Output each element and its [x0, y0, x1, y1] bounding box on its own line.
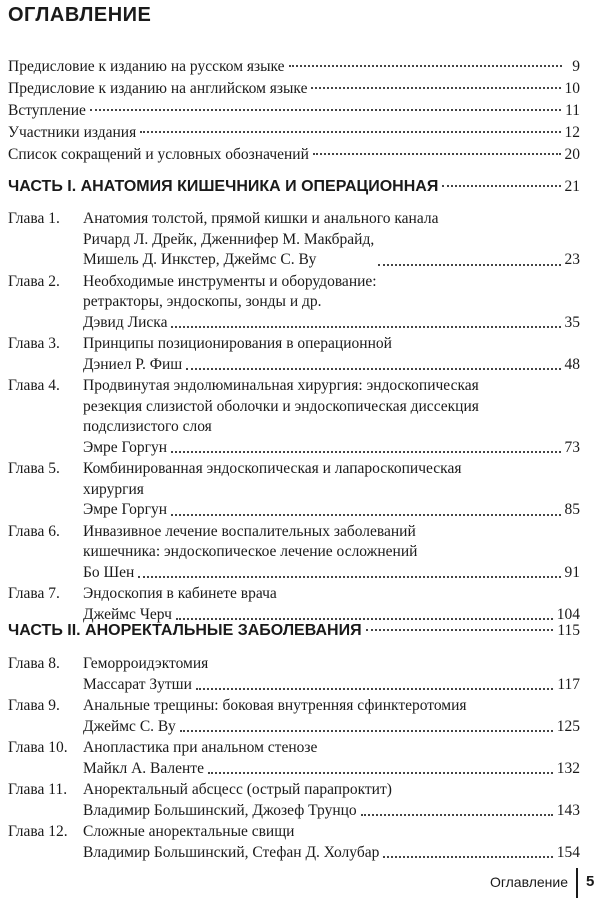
chapter-page: 132 — [556, 759, 580, 777]
chapter-title-line: Эндоскопия в кабинете врача — [83, 585, 277, 602]
chapter-title-line: Продвинутая эндолюминальная хирургия: эндоскопическая — [83, 377, 479, 394]
chapter-authors — [83, 801, 580, 822]
chapter-page: 73 — [564, 438, 580, 456]
dot-leader — [171, 451, 560, 453]
author-name-line: Дэвид Лиска — [83, 313, 168, 331]
chapter-body — [83, 780, 580, 821]
dot-leader — [311, 87, 560, 89]
dot-leader — [383, 856, 552, 858]
dot-leader — [313, 153, 561, 155]
chapter-title-line: Анатомия толстой, прямой кишки и анального канала — [83, 210, 439, 227]
dot-leader — [138, 576, 560, 578]
toc-entry[interactable] — [8, 124, 580, 146]
front-matter-list — [8, 58, 580, 168]
chapter-entry[interactable] — [8, 334, 580, 375]
chapter-entry[interactable] — [8, 780, 580, 821]
chapter-authors — [83, 759, 580, 780]
chapter-label: Глава 2. — [8, 272, 60, 290]
dot-leader — [366, 629, 554, 631]
chapter-label: Глава 5. — [8, 460, 60, 477]
footer-label: Оглавление — [489, 874, 568, 890]
chapter-label: Глава 7. — [8, 585, 60, 602]
author-name-line: Мишель Д. Инкстер, Джеймс С. Ву — [83, 251, 317, 268]
chapter-entry[interactable] — [8, 696, 580, 737]
chapter-label: Глава 12. — [8, 823, 68, 840]
chapter-entry[interactable] — [8, 209, 580, 271]
entry-page: 11 — [565, 102, 580, 119]
chapter-page: 35 — [564, 313, 580, 331]
dot-leader — [140, 131, 560, 133]
toc-entry[interactable] — [8, 102, 580, 124]
chapter-label: Глава 11. — [8, 781, 68, 798]
chapter-body — [83, 376, 580, 458]
author-name-line: Майкл А. Валенте — [83, 759, 204, 777]
chapter-page: 104 — [556, 605, 580, 623]
author-lines — [83, 717, 176, 738]
chapter-entry[interactable] — [8, 272, 580, 334]
chapter-authors — [83, 675, 580, 696]
chapter-list-part-1 — [8, 209, 580, 626]
author-lines — [83, 843, 379, 864]
dot-leader — [208, 772, 553, 774]
chapter-entry[interactable] — [8, 459, 580, 521]
dot-leader — [442, 185, 560, 187]
author-lines — [83, 801, 357, 822]
page-title: ОГЛАВЛЕНИЕ — [8, 4, 152, 26]
chapter-page: 154 — [556, 843, 580, 861]
dot-leader — [171, 326, 560, 328]
chapter-list-part-2 — [8, 654, 580, 864]
chapter-body — [83, 654, 580, 695]
author-name-line: Дэниел Р. Фиш — [83, 355, 183, 373]
chapter-entry[interactable] — [8, 738, 580, 779]
part-title: ЧАСТЬ II. АНОРЕКТАЛЬНЫЕ ЗАБОЛЕВАНИЯ — [8, 622, 362, 639]
chapter-body — [83, 459, 580, 521]
chapter-page: 85 — [564, 501, 580, 518]
dot-leader — [180, 730, 553, 732]
chapter-page: 23 — [564, 251, 580, 268]
page-number: 5 — [586, 873, 595, 890]
chapter-title-line: хирургия — [83, 480, 144, 498]
chapter-body — [83, 272, 580, 334]
chapter-body — [83, 584, 580, 625]
chapter-label: Глава 4. — [8, 377, 60, 394]
page-footer — [0, 866, 604, 900]
part-heading-1[interactable] — [8, 178, 580, 196]
chapter-title-line: кишечника: эндоскопическое лечение осложнений — [83, 543, 418, 560]
chapter-entry[interactable] — [8, 654, 580, 695]
chapter-title-line: Необходимые инструменты и оборудование: — [83, 272, 377, 290]
chapter-label: Глава 3. — [8, 335, 60, 352]
chapter-authors — [83, 355, 580, 376]
chapter-body — [83, 822, 580, 863]
chapter-title-line: Аноректальный абсцесс (острый парапроктит) — [83, 781, 392, 798]
toc-entry[interactable] — [8, 80, 580, 102]
chapter-title-line: Анопластика при анальном стенозе — [83, 739, 318, 756]
chapter-title-line: подслизистого слоя — [83, 418, 212, 435]
author-lines — [83, 500, 167, 521]
chapter-entry[interactable] — [8, 822, 580, 863]
chapter-entry[interactable] — [8, 522, 580, 584]
entry-page: 12 — [564, 124, 580, 141]
chapter-title-line: Принципы позиционирования в операционной — [83, 335, 392, 352]
entry-title: Предисловие к изданию на английском языке — [8, 80, 308, 97]
author-lines — [83, 230, 374, 271]
chapter-body — [83, 738, 580, 779]
chapter-title-line: Инвазивное лечение воспалительных заболеваний — [83, 522, 416, 540]
author-lines — [83, 355, 182, 376]
author-name-line: Бо Шен — [83, 563, 135, 581]
footer-divider — [576, 868, 578, 898]
chapter-title-line: Геморроидэктомия — [83, 655, 209, 672]
chapter-authors — [83, 438, 580, 459]
chapter-page: 48 — [564, 355, 580, 373]
chapter-body — [83, 334, 580, 375]
chapter-label: Глава 10. — [8, 739, 68, 756]
chapter-entry[interactable] — [8, 376, 580, 458]
chapter-page: 143 — [556, 801, 580, 819]
entry-title: Участники издания — [8, 124, 137, 141]
part-heading-2[interactable] — [8, 622, 580, 640]
chapter-authors — [83, 843, 580, 864]
chapter-label: Глава 9. — [8, 697, 60, 714]
chapter-authors — [83, 313, 580, 334]
entry-title: Предисловие к изданию на русском языке — [8, 58, 285, 75]
author-lines — [83, 438, 167, 459]
author-name-line: Эмре Горгун — [83, 438, 168, 456]
author-name-line: Эмре Горгун — [83, 501, 168, 518]
entry-title: Список сокращений и условных обозначений — [8, 146, 309, 163]
dot-leader — [289, 65, 562, 67]
author-name-line: Массарат Зутши — [83, 675, 192, 693]
author-lines — [83, 313, 167, 334]
author-lines — [83, 675, 192, 696]
chapter-body — [83, 209, 580, 271]
chapter-body — [83, 696, 580, 737]
dot-leader — [361, 814, 553, 816]
author-lines — [83, 563, 134, 584]
dot-leader — [196, 688, 553, 690]
toc-entry[interactable] — [8, 146, 580, 168]
chapter-title-line: ретракторы, эндоскопы, зонды и др. — [83, 293, 322, 310]
part-page: 21 — [564, 178, 580, 195]
part-page: 115 — [557, 622, 580, 639]
entry-page: 10 — [564, 80, 580, 97]
chapter-page: 125 — [556, 717, 580, 735]
chapter-body — [83, 522, 580, 584]
chapter-page: 117 — [557, 675, 580, 693]
chapter-authors — [83, 500, 580, 521]
author-name-line: Ричард Л. Дрейк, Дженнифер М. Макбрайд, — [83, 230, 375, 248]
dot-leader — [186, 368, 560, 370]
chapter-label: Глава 8. — [8, 655, 60, 672]
part-title: ЧАСТЬ I. АНАТОМИЯ КИШЕЧНИКА И ОПЕРАЦИОННАЯ — [8, 178, 439, 195]
entry-page: 9 — [572, 58, 580, 75]
chapter-title-line: Анальные трещины: боковая внутренняя сфинктеротомия — [83, 697, 467, 714]
author-name-line: Джеймс Черч — [83, 605, 172, 623]
dot-leader — [171, 514, 560, 516]
chapter-label: Глава 1. — [8, 210, 60, 227]
chapter-entry[interactable] — [8, 584, 580, 625]
toc-entry[interactable] — [8, 58, 580, 80]
author-name-line: Владимир Большинский, Джозеф Трунцо — [83, 801, 357, 819]
author-name-line: Владимир Большинский, Стефан Д. Холубар — [83, 843, 380, 861]
chapter-title-line: резекция слизистой оболочки и эндоскопическая диссекция — [83, 397, 479, 415]
author-name-line: Джеймс С. Ву — [83, 717, 176, 735]
dot-leader — [176, 618, 553, 620]
entry-page: 20 — [564, 146, 580, 163]
chapter-authors — [83, 717, 580, 738]
chapter-label: Глава 6. — [8, 522, 60, 540]
chapter-title-line: Комбинированная эндоскопическая и лапароскопическая — [83, 460, 462, 477]
dot-leader — [90, 109, 561, 111]
entry-title: Вступление — [8, 102, 86, 119]
chapter-title-line: Сложные аноректальные свищи — [83, 823, 295, 840]
chapter-authors — [83, 230, 580, 271]
chapter-authors — [83, 563, 580, 584]
dot-leader — [378, 264, 560, 266]
author-lines — [83, 759, 204, 780]
chapter-page: 91 — [564, 563, 580, 581]
